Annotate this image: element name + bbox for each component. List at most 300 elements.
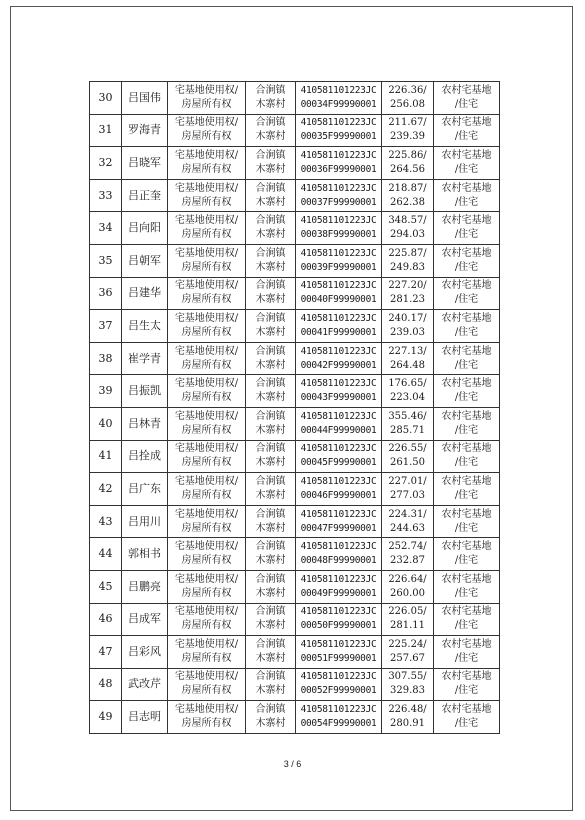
cell-row-number	[90, 636, 122, 669]
right-type-text: 宅基地使用权/ 房屋所有权	[174, 704, 239, 730]
cell-right-type	[168, 179, 246, 212]
row-number-text: 44	[98, 547, 113, 561]
cell-land-use	[434, 179, 500, 212]
land-use-text: 农村宅基地 /住宅	[441, 247, 492, 273]
land-use-text: 农村宅基地 /住宅	[441, 312, 492, 338]
cell-unit-code	[296, 147, 382, 180]
area-text: 227.01/ 277.03	[388, 475, 427, 501]
location-text: 合涧镇 木寨村	[255, 378, 286, 404]
owner-name-text: 吕彩风	[128, 644, 161, 658]
land-use-text: 农村宅基地 /住宅	[441, 149, 492, 175]
unit-code-text: 410581101223JC 00052F99990001	[300, 671, 377, 697]
location-text: 合涧镇 木寨村	[255, 117, 286, 143]
right-type-text: 宅基地使用权/ 房屋所有权	[174, 280, 239, 306]
cell-unit-code	[296, 179, 382, 212]
cell-row-number	[90, 440, 122, 473]
right-type-text: 宅基地使用权/ 房屋所有权	[174, 182, 239, 208]
cell-row-number	[90, 244, 122, 277]
table-row	[90, 505, 500, 538]
location-text: 合涧镇 木寨村	[255, 573, 286, 599]
right-type-text: 宅基地使用权/ 房屋所有权	[174, 410, 239, 436]
cell-area	[382, 310, 434, 343]
owner-name-text: 吕晓军	[128, 155, 161, 169]
unit-code-text: 410581101223JC 00040F99990001	[300, 280, 377, 306]
cell-right-type	[168, 114, 246, 147]
row-number-text: 41	[98, 449, 113, 463]
cell-land-use	[434, 538, 500, 571]
cell-right-type	[168, 473, 246, 506]
cell-location	[246, 668, 296, 701]
table-row	[90, 147, 500, 180]
location-text: 合涧镇 木寨村	[255, 410, 286, 436]
cell-area	[382, 701, 434, 734]
cell-unit-code	[296, 342, 382, 375]
row-number-text: 39	[98, 384, 113, 398]
table-row	[90, 668, 500, 701]
location-text: 合涧镇 木寨村	[255, 280, 286, 306]
cell-unit-code	[296, 375, 382, 408]
owner-name-text: 吕朝军	[128, 253, 161, 267]
cell-row-number	[90, 407, 122, 440]
cell-location	[246, 473, 296, 506]
cell-area	[382, 147, 434, 180]
cell-location	[246, 310, 296, 343]
cell-unit-code	[296, 277, 382, 310]
unit-code-text: 410581101223JC 00034F99990001	[300, 84, 377, 110]
cell-owner-name	[122, 407, 168, 440]
unit-code-text: 410581101223JC 00042F99990001	[300, 345, 377, 371]
area-text: 226.48/ 280.91	[388, 704, 427, 730]
table-row	[90, 82, 500, 115]
row-number-text: 45	[98, 579, 113, 593]
location-text: 合涧镇 木寨村	[255, 671, 286, 697]
cell-unit-code	[296, 636, 382, 669]
unit-code-text: 410581101223JC 00044F99990001	[300, 410, 377, 436]
unit-code-text: 410581101223JC 00045F99990001	[300, 443, 377, 469]
cell-right-type	[168, 603, 246, 636]
cell-land-use	[434, 505, 500, 538]
right-type-text: 宅基地使用权/ 房屋所有权	[174, 541, 239, 567]
location-text: 合涧镇 木寨村	[255, 475, 286, 501]
unit-code-text: 410581101223JC 00043F99990001	[300, 378, 377, 404]
cell-unit-code	[296, 668, 382, 701]
table-row	[90, 179, 500, 212]
area-text: 225.24/ 257.67	[388, 638, 427, 664]
cell-land-use	[434, 701, 500, 734]
cell-right-type	[168, 668, 246, 701]
cell-row-number	[90, 82, 122, 115]
location-text: 合涧镇 木寨村	[255, 247, 286, 273]
cell-area	[382, 570, 434, 603]
table-row	[90, 570, 500, 603]
land-use-text: 农村宅基地 /住宅	[441, 475, 492, 501]
owner-name-text: 吕广东	[128, 481, 161, 495]
land-use-text: 农村宅基地 /住宅	[441, 573, 492, 599]
land-use-text: 农村宅基地 /住宅	[441, 280, 492, 306]
cell-owner-name	[122, 668, 168, 701]
records-body	[90, 82, 500, 734]
area-text: 211.67/ 239.39	[388, 117, 427, 143]
cell-location	[246, 212, 296, 245]
cell-row-number	[90, 212, 122, 245]
location-text: 合涧镇 木寨村	[255, 704, 286, 730]
cell-unit-code	[296, 407, 382, 440]
row-number-text: 37	[98, 318, 113, 332]
right-type-text: 宅基地使用权/ 房屋所有权	[174, 215, 239, 241]
row-number-text: 32	[98, 155, 113, 169]
cell-area	[382, 440, 434, 473]
right-type-text: 宅基地使用权/ 房屋所有权	[174, 443, 239, 469]
cell-right-type	[168, 375, 246, 408]
location-text: 合涧镇 木寨村	[255, 215, 286, 241]
unit-code-text: 410581101223JC 00054F99990001	[300, 704, 377, 730]
cell-owner-name	[122, 603, 168, 636]
right-type-text: 宅基地使用权/ 房屋所有权	[174, 638, 239, 664]
row-number-text: 43	[98, 514, 113, 528]
cell-land-use	[434, 375, 500, 408]
row-number-text: 47	[98, 644, 113, 658]
cell-land-use	[434, 668, 500, 701]
cell-land-use	[434, 310, 500, 343]
land-use-text: 农村宅基地 /住宅	[441, 541, 492, 567]
cell-owner-name	[122, 244, 168, 277]
cell-location	[246, 570, 296, 603]
table-row	[90, 114, 500, 147]
cell-area	[382, 375, 434, 408]
land-use-text: 农村宅基地 /住宅	[441, 215, 492, 241]
owner-name-text: 吕国伟	[128, 90, 161, 104]
cell-right-type	[168, 570, 246, 603]
cell-row-number	[90, 701, 122, 734]
cell-row-number	[90, 603, 122, 636]
table-row	[90, 636, 500, 669]
cell-area	[382, 538, 434, 571]
unit-code-text: 410581101223JC 00048F99990001	[300, 541, 377, 567]
row-number-text: 46	[98, 612, 113, 626]
location-text: 合涧镇 木寨村	[255, 182, 286, 208]
row-number-text: 34	[98, 221, 113, 235]
cell-location	[246, 407, 296, 440]
cell-right-type	[168, 212, 246, 245]
cell-row-number	[90, 473, 122, 506]
owner-name-text: 吕建华	[128, 286, 161, 300]
right-type-text: 宅基地使用权/ 房屋所有权	[174, 508, 239, 534]
location-text: 合涧镇 木寨村	[255, 443, 286, 469]
area-text: 227.13/ 264.48	[388, 345, 427, 371]
cell-area	[382, 342, 434, 375]
table-row	[90, 440, 500, 473]
right-type-text: 宅基地使用权/ 房屋所有权	[174, 117, 239, 143]
cell-right-type	[168, 538, 246, 571]
cell-land-use	[434, 603, 500, 636]
land-use-text: 农村宅基地 /住宅	[441, 443, 492, 469]
cell-area	[382, 473, 434, 506]
cell-land-use	[434, 82, 500, 115]
unit-code-text: 410581101223JC 00037F99990001	[300, 182, 377, 208]
unit-code-text: 410581101223JC 00041F99990001	[300, 312, 377, 338]
unit-code-text: 410581101223JC 00035F99990001	[300, 117, 377, 143]
cell-right-type	[168, 147, 246, 180]
area-text: 225.86/ 264.56	[388, 149, 427, 175]
land-use-text: 农村宅基地 /住宅	[441, 345, 492, 371]
cell-location	[246, 603, 296, 636]
cell-owner-name	[122, 277, 168, 310]
cell-right-type	[168, 82, 246, 115]
cell-owner-name	[122, 636, 168, 669]
unit-code-text: 410581101223JC 00039F99990001	[300, 247, 377, 273]
owner-name-text: 吕生太	[128, 318, 161, 332]
cell-right-type	[168, 636, 246, 669]
cell-owner-name	[122, 570, 168, 603]
cell-owner-name	[122, 212, 168, 245]
cell-right-type	[168, 505, 246, 538]
table-row	[90, 375, 500, 408]
cell-area	[382, 114, 434, 147]
land-use-text: 农村宅基地 /住宅	[441, 378, 492, 404]
right-type-text: 宅基地使用权/ 房屋所有权	[174, 573, 239, 599]
right-type-text: 宅基地使用权/ 房屋所有权	[174, 247, 239, 273]
cell-owner-name	[122, 179, 168, 212]
owner-name-text: 罗海青	[128, 123, 161, 137]
cell-owner-name	[122, 310, 168, 343]
right-type-text: 宅基地使用权/ 房屋所有权	[174, 312, 239, 338]
cell-land-use	[434, 636, 500, 669]
cell-area	[382, 179, 434, 212]
cell-location	[246, 375, 296, 408]
cell-row-number	[90, 147, 122, 180]
right-type-text: 宅基地使用权/ 房屋所有权	[174, 84, 239, 110]
cell-unit-code	[296, 114, 382, 147]
row-number-text: 42	[98, 481, 113, 495]
owner-name-text: 吕林青	[128, 416, 161, 430]
area-text: 252.74/ 232.87	[388, 541, 427, 567]
cell-area	[382, 505, 434, 538]
cell-owner-name	[122, 114, 168, 147]
cell-owner-name	[122, 82, 168, 115]
cell-area	[382, 277, 434, 310]
cell-location	[246, 147, 296, 180]
owner-name-text: 吕用川	[128, 514, 161, 528]
area-text: 227.20/ 281.23	[388, 280, 427, 306]
land-use-text: 农村宅基地 /住宅	[441, 704, 492, 730]
unit-code-text: 410581101223JC 00036F99990001	[300, 149, 377, 175]
cell-location	[246, 179, 296, 212]
area-text: 218.87/ 262.38	[388, 182, 427, 208]
unit-code-text: 410581101223JC 00038F99990001	[300, 215, 377, 241]
cell-owner-name	[122, 701, 168, 734]
cell-area	[382, 212, 434, 245]
owner-name-text: 武改芹	[128, 677, 161, 691]
location-text: 合涧镇 木寨村	[255, 345, 286, 371]
cell-owner-name	[122, 440, 168, 473]
cell-land-use	[434, 473, 500, 506]
row-number-text: 38	[98, 351, 113, 365]
owner-name-text: 吕正奎	[128, 188, 161, 202]
owner-name-text: 吕振凯	[128, 384, 161, 398]
row-number-text: 35	[98, 253, 113, 267]
cell-land-use	[434, 570, 500, 603]
table-row	[90, 212, 500, 245]
land-use-text: 农村宅基地 /住宅	[441, 117, 492, 143]
cell-unit-code	[296, 505, 382, 538]
cell-row-number	[90, 277, 122, 310]
row-number-text: 31	[98, 123, 113, 137]
owner-name-text: 吕志明	[128, 710, 161, 724]
cell-unit-code	[296, 538, 382, 571]
location-text: 合涧镇 木寨村	[255, 312, 286, 338]
area-text: 176.65/ 223.04	[388, 378, 427, 404]
table-row	[90, 603, 500, 636]
page-number: 3 / 6	[283, 759, 302, 769]
row-number-text: 48	[98, 677, 113, 691]
cell-right-type	[168, 310, 246, 343]
table-row	[90, 342, 500, 375]
cell-owner-name	[122, 147, 168, 180]
cell-land-use	[434, 342, 500, 375]
area-text: 226.64/ 260.00	[388, 573, 427, 599]
cell-location	[246, 244, 296, 277]
right-type-text: 宅基地使用权/ 房屋所有权	[174, 475, 239, 501]
table-row	[90, 538, 500, 571]
cell-location	[246, 538, 296, 571]
cell-right-type	[168, 440, 246, 473]
right-type-text: 宅基地使用权/ 房屋所有权	[174, 345, 239, 371]
land-use-text: 农村宅基地 /住宅	[441, 606, 492, 632]
cell-unit-code	[296, 82, 382, 115]
area-text: 240.17/ 239.03	[388, 312, 427, 338]
area-text: 355.46/ 285.71	[388, 410, 427, 436]
cell-land-use	[434, 407, 500, 440]
table-row	[90, 277, 500, 310]
cell-unit-code	[296, 701, 382, 734]
cell-land-use	[434, 212, 500, 245]
cell-unit-code	[296, 570, 382, 603]
cell-owner-name	[122, 342, 168, 375]
records-table	[89, 81, 500, 734]
cell-right-type	[168, 407, 246, 440]
row-number-text: 40	[98, 416, 113, 430]
cell-location	[246, 342, 296, 375]
unit-code-text: 410581101223JC 00051F99990001	[300, 638, 377, 664]
cell-location	[246, 277, 296, 310]
cell-location	[246, 114, 296, 147]
location-text: 合涧镇 木寨村	[255, 84, 286, 110]
cell-right-type	[168, 277, 246, 310]
cell-area	[382, 244, 434, 277]
cell-location	[246, 82, 296, 115]
right-type-text: 宅基地使用权/ 房屋所有权	[174, 606, 239, 632]
cell-owner-name	[122, 505, 168, 538]
cell-right-type	[168, 244, 246, 277]
land-use-text: 农村宅基地 /住宅	[441, 182, 492, 208]
cell-owner-name	[122, 538, 168, 571]
area-text: 226.36/ 256.08	[388, 84, 427, 110]
cell-unit-code	[296, 310, 382, 343]
area-text: 225.87/ 249.83	[388, 247, 427, 273]
land-use-text: 农村宅基地 /住宅	[441, 638, 492, 664]
cell-row-number	[90, 375, 122, 408]
cell-row-number	[90, 505, 122, 538]
cell-land-use	[434, 440, 500, 473]
cell-row-number	[90, 179, 122, 212]
land-use-text: 农村宅基地 /住宅	[441, 508, 492, 534]
cell-row-number	[90, 310, 122, 343]
cell-area	[382, 407, 434, 440]
table-row	[90, 701, 500, 734]
table-row	[90, 244, 500, 277]
cell-unit-code	[296, 212, 382, 245]
land-use-text: 农村宅基地 /住宅	[441, 671, 492, 697]
unit-code-text: 410581101223JC 00047F99990001	[300, 508, 377, 534]
cell-location	[246, 440, 296, 473]
location-text: 合涧镇 木寨村	[255, 606, 286, 632]
cell-land-use	[434, 114, 500, 147]
right-type-text: 宅基地使用权/ 房屋所有权	[174, 378, 239, 404]
cell-unit-code	[296, 244, 382, 277]
cell-area	[382, 636, 434, 669]
right-type-text: 宅基地使用权/ 房屋所有权	[174, 149, 239, 175]
unit-code-text: 410581101223JC 00046F99990001	[300, 475, 377, 501]
owner-name-text: 吕拴成	[128, 449, 161, 463]
cell-row-number	[90, 668, 122, 701]
unit-code-text: 410581101223JC 00049F99990001	[300, 573, 377, 599]
cell-row-number	[90, 114, 122, 147]
cell-right-type	[168, 342, 246, 375]
right-type-text: 宅基地使用权/ 房屋所有权	[174, 671, 239, 697]
area-text: 307.55/ 329.83	[388, 671, 427, 697]
row-number-text: 33	[98, 188, 113, 202]
row-number-text: 30	[98, 90, 113, 104]
cell-land-use	[434, 277, 500, 310]
cell-location	[246, 636, 296, 669]
cell-unit-code	[296, 603, 382, 636]
area-text: 226.05/ 281.11	[388, 606, 427, 632]
cell-land-use	[434, 244, 500, 277]
location-text: 合涧镇 木寨村	[255, 149, 286, 175]
cell-area	[382, 82, 434, 115]
row-number-text: 49	[98, 710, 113, 724]
area-text: 226.55/ 261.50	[388, 443, 427, 469]
owner-name-text: 吕成军	[128, 612, 161, 626]
cell-row-number	[90, 538, 122, 571]
cell-area	[382, 668, 434, 701]
owner-name-text: 崔学青	[128, 351, 161, 365]
location-text: 合涧镇 木寨村	[255, 541, 286, 567]
unit-code-text: 410581101223JC 00050F99990001	[300, 606, 377, 632]
land-use-text: 农村宅基地 /住宅	[441, 410, 492, 436]
cell-location	[246, 701, 296, 734]
cell-right-type	[168, 701, 246, 734]
location-text: 合涧镇 木寨村	[255, 508, 286, 534]
owner-name-text: 郭相书	[128, 547, 161, 561]
table-row	[90, 473, 500, 506]
cell-owner-name	[122, 473, 168, 506]
area-text: 348.57/ 294.03	[388, 215, 427, 241]
land-use-text: 农村宅基地 /住宅	[441, 84, 492, 110]
cell-location	[246, 505, 296, 538]
cell-unit-code	[296, 440, 382, 473]
cell-row-number	[90, 570, 122, 603]
location-text: 合涧镇 木寨村	[255, 638, 286, 664]
cell-land-use	[434, 147, 500, 180]
cell-area	[382, 603, 434, 636]
cell-owner-name	[122, 375, 168, 408]
row-number-text: 36	[98, 286, 113, 300]
cell-row-number	[90, 342, 122, 375]
table-row	[90, 310, 500, 343]
area-text: 224.31/ 244.63	[388, 508, 427, 534]
cell-unit-code	[296, 473, 382, 506]
